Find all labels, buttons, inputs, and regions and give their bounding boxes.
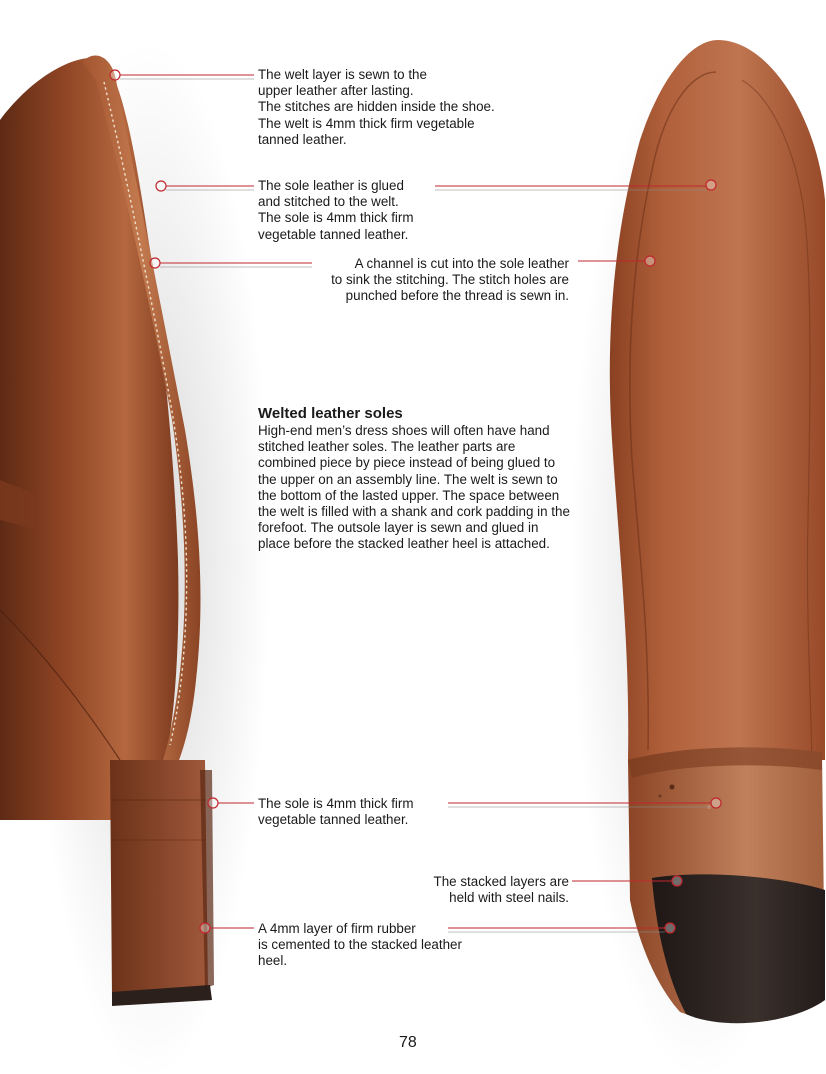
section-title: Welted leather soles: [258, 405, 403, 422]
annotation-stacked-layers: The stacked layers are held with steel nails.: [433, 874, 569, 906]
annotation-welt-layer: The welt layer is sewn to the upper leather after lasting. The stitches are hidden inside the shoe. The welt is 4mm thick firm vegetable tanned leather.: [258, 67, 495, 147]
marker-sole-right: [706, 180, 716, 190]
marker-nails: [672, 876, 682, 886]
section-body: High-end men’s dress shoes will often have hand stitched leather soles. The leather parts are combined piece by piece instead of being glued to the upper on an assembly line. The welt is sewn to the bottom of the lasted upper. The space between the welt is filled with a shank and cork padding in the forefoot. The outsole layer is sewn and glued in place before the stacked leather heel is attached.: [258, 423, 570, 552]
marker-rubber-left: [200, 923, 210, 933]
marker-rubber-right: [665, 923, 675, 933]
marker-heel-left: [208, 798, 218, 808]
annotation-channel: A channel is cut into the sole leather to sink the stitching. The stitch holes are punched before the thread is sewn in.: [331, 256, 569, 304]
marker-sole-left: [156, 181, 166, 191]
left-shoe-heel: [110, 760, 208, 998]
marker-channel-right: [645, 256, 655, 266]
page-number: 78: [399, 1034, 417, 1051]
annotation-sole-thick: The sole is 4mm thick firm vegetable tanned leather.: [258, 796, 414, 828]
marker-channel-left: [150, 258, 160, 268]
annotation-sole-glued: The sole leather is glued and stitched to the welt. The sole is 4mm thick firm vegetable tanned leather.: [258, 178, 414, 242]
annotation-rubber-layer: A 4mm layer of firm rubber is cemented to the stacked leather heel.: [258, 921, 462, 969]
marker-heel-right: [711, 798, 721, 808]
right-shoe-outsole: [610, 40, 825, 760]
marker-welt: [110, 70, 120, 80]
